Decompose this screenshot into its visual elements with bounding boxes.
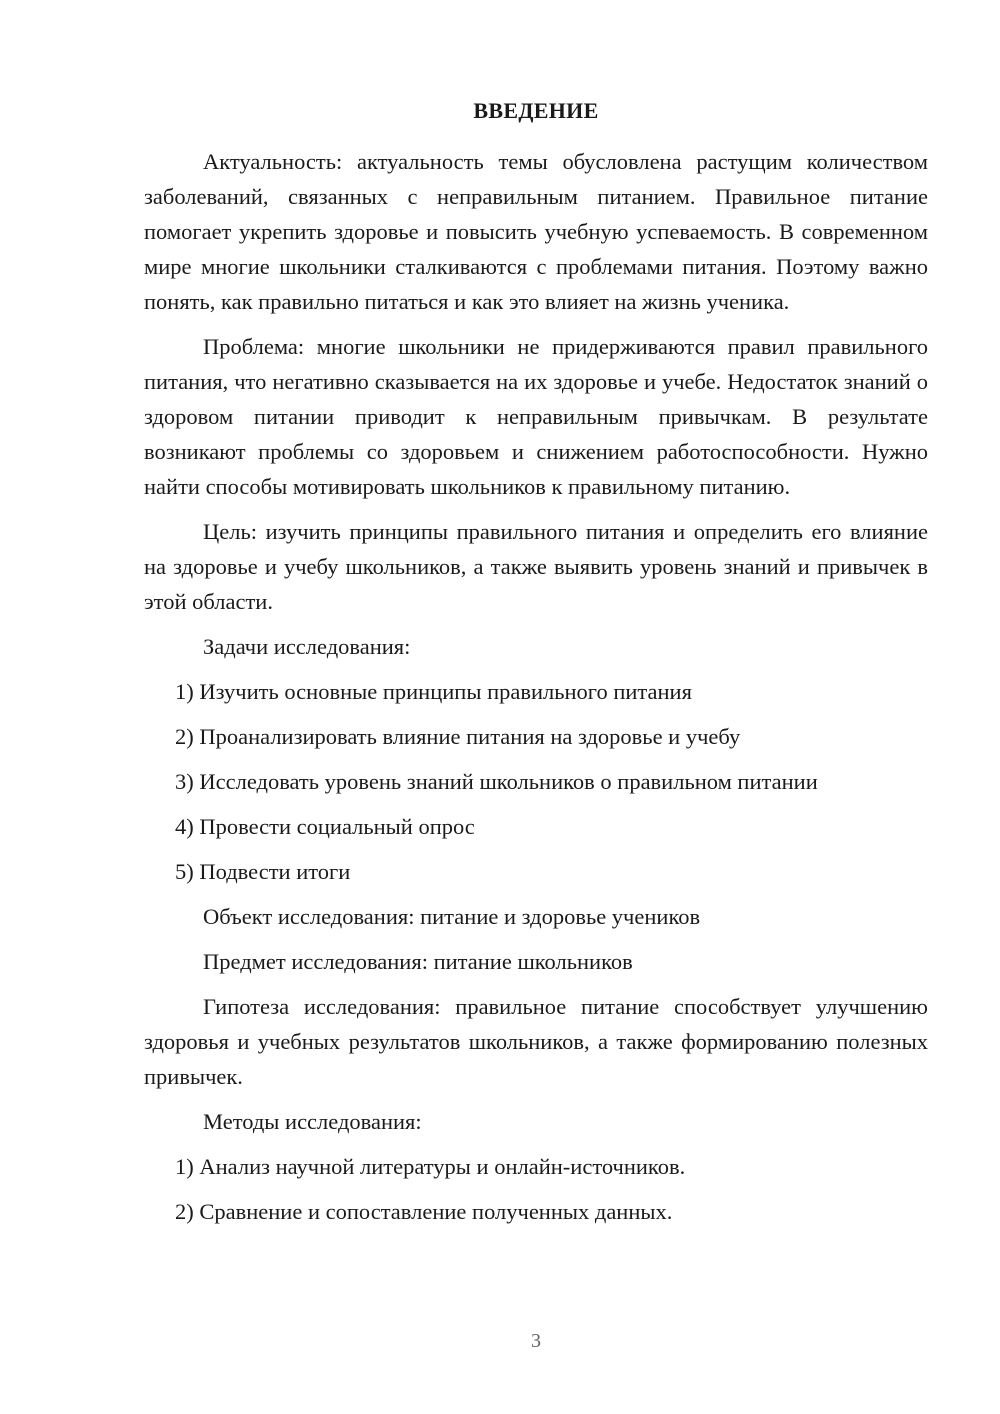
page-title: ВВЕДЕНИЕ <box>473 98 599 123</box>
method-item-2: 2) Сравнение и сопоставление полученных данных. <box>175 1199 673 1224</box>
page-content <box>144 93 928 1239</box>
object-line: Объект исследования: питание и здоровье учеников <box>203 904 701 929</box>
task-item-5: 5) Подвести итоги <box>175 859 351 884</box>
task-item-1: 1) Изучить основные принципы правильного питания <box>175 679 692 704</box>
hypothesis-paragraph: Гипотеза исследования: правильное питание способствует улучшению здоровья и учебных результатов школьников, а также формированию полезных привычек. <box>144 994 928 1089</box>
task-item-2: 2) Проанализировать влияние питания на здоровье и учебу <box>175 724 741 749</box>
goal-paragraph: Цель: изучить принципы правильного питания и определить его влияние на здоровье и учебу школьников, а также выявить уровень знаний и привычек в этой области. <box>144 519 928 614</box>
page-number: 3 <box>531 1330 541 1352</box>
task-item-4: 4) Провести социальный опрос <box>175 814 475 839</box>
subject-line: Предмет исследования: питание школьников <box>203 949 633 974</box>
method-item-1: 1) Анализ научной литературы и онлайн-источников. <box>175 1154 686 1179</box>
tasks-heading: Задачи исследования: <box>203 634 411 659</box>
task-item-3: 3) Исследовать уровень знаний школьников о правильном питании <box>175 769 818 794</box>
problem-paragraph: Проблема: многие школьники не придерживаются правил правильного питания, что негативно сказывается на их здоровье и учебе. Недостаток знаний о здоровом питании приводит к неправильным привычкам. В результате возникают проблемы со здоровьем и снижением работоспособности. Нужно найти способы мотивировать школьников к правильному питанию. <box>144 334 928 499</box>
relevance-paragraph: Актуальность: актуальность темы обусловлена растущим количеством заболеваний, связанных с неправильным питанием. Правильное питание помогает укрепить здоровье и повысить учебную успеваемость. В современном мире многие школьники сталкиваются с проблемами питания. Поэтому важно понять, как правильно питаться и как это влияет на жизнь ученика. <box>144 149 928 314</box>
methods-heading: Методы исследования: <box>203 1109 422 1134</box>
